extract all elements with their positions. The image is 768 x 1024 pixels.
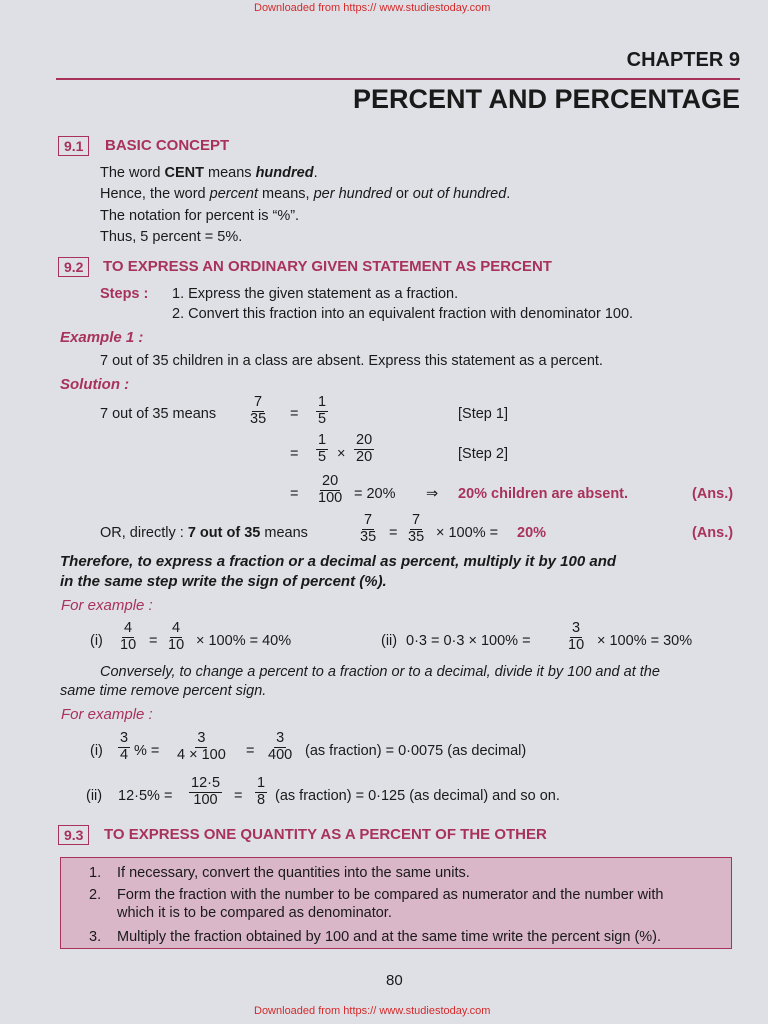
example-i-tail: × 100% = 40% bbox=[196, 633, 292, 649]
fraction-7-35-b: $\frac{7}{35}$ bbox=[360, 512, 377, 545]
example-i-label: (i) bbox=[90, 633, 103, 649]
fraction-3-10: $\frac{3}{10}$ bbox=[568, 620, 585, 653]
or-directly-line: OR, directly : 7 out of 35 means bbox=[100, 525, 308, 541]
fraction-1-5-b: $\frac{1}{5}$ bbox=[318, 432, 327, 465]
example-ii-tail: × 100% = 30% bbox=[597, 633, 693, 649]
solution-label: Solution : bbox=[60, 376, 130, 393]
example-label: Example 1 : bbox=[60, 329, 144, 346]
fraction-3-4: $\frac{3}{4}$ bbox=[120, 730, 129, 763]
for-example-label-2: For example : bbox=[61, 706, 153, 723]
ans-tag-1: (Ans.) bbox=[692, 486, 734, 502]
chapter-label: CHAPTER 9 bbox=[626, 49, 740, 71]
fraction-1-5: $\frac{1}{5}$ bbox=[318, 394, 327, 427]
for-example-label-1: For example : bbox=[61, 597, 153, 614]
section-number-9-1: 9.1 bbox=[58, 136, 89, 156]
section-number-9-3: 9.3 bbox=[58, 825, 89, 845]
or-directly-result: 20% bbox=[517, 525, 547, 541]
equals-5: = bbox=[149, 633, 158, 649]
solution-lead: 7 out of 35 means bbox=[100, 406, 217, 422]
section-title-ordinary-statement: TO EXPRESS AN ORDINARY GIVEN STATEMENT AS PERCENT bbox=[103, 258, 552, 275]
conversely-line-2: same time remove percent sign. bbox=[60, 683, 267, 699]
conversion-i-label: (i) bbox=[90, 743, 103, 759]
source-watermark-bottom: Downloaded from https:// www.studiestoday.com bbox=[254, 1005, 491, 1017]
result-statement: 20% children are absent. bbox=[458, 486, 629, 502]
source-watermark-top: Downloaded from https:// www.studiestoday.com bbox=[254, 2, 491, 14]
fraction-3-4x100: $\frac{3}{4 \times 100}$ bbox=[177, 730, 226, 763]
rule-statement-1: Therefore, to express a fraction or a decimal as percent, multiply it by 100 and bbox=[60, 553, 617, 570]
or-directly-tail: × 100% = bbox=[436, 525, 499, 541]
equals-4: = bbox=[389, 525, 398, 541]
equals-2: = bbox=[290, 446, 299, 462]
ans-tag-2: (Ans.) bbox=[692, 525, 734, 541]
rule-statement-2: in the same step write the sign of percent (%). bbox=[60, 573, 387, 590]
conversely-line-1: Conversely, to change a percent to a fraction or to a decimal, divide it by 100 and at the bbox=[100, 664, 660, 680]
fraction-1-8: $\frac{1}{8}$ bbox=[257, 775, 266, 808]
section-number-9-2: 9.2 bbox=[58, 257, 89, 277]
conversion-ii-tail: (as fraction) = 0·125 (as decimal) and so on. bbox=[275, 788, 560, 804]
fraction-7-35-c: $\frac{7}{35}$ bbox=[408, 512, 425, 545]
fraction-4-10: $\frac{4}{10}$ bbox=[120, 620, 137, 653]
fraction-20-20: $\frac{20}{20}$ bbox=[356, 432, 373, 465]
times-sign: × bbox=[337, 446, 346, 462]
box-item-1-text: If necessary, convert the quantities into the same units. bbox=[117, 865, 470, 881]
fraction-20-100: $\frac{20}{100}$ bbox=[318, 473, 343, 506]
example-ii-body: 0·3 = 0·3 × 100% = bbox=[406, 633, 531, 649]
fraction-12-5-100: $\frac{12\cdot 5}{100}$ bbox=[191, 775, 221, 808]
box-item-2-num: 2. bbox=[89, 887, 102, 903]
conversion-ii-body: 12·5% = bbox=[118, 788, 173, 804]
section-title-quantity-percent: TO EXPRESS ONE QUANTITY AS A PERCENT OF THE OTHER bbox=[104, 826, 547, 843]
steps-label: Steps : bbox=[100, 286, 149, 302]
example-text: 7 out of 35 children in a class are absent. Express this statement as a percent. bbox=[100, 353, 603, 369]
implies-sign: ⇒ bbox=[426, 486, 439, 502]
equals-7: = bbox=[234, 788, 243, 804]
box-item-2-text: Form the fraction with the number to be compared as numerator and the number with bbox=[117, 887, 664, 903]
fraction-7-35: $\frac{7}{35}$ bbox=[250, 394, 267, 427]
step-1: 1. Express the given statement as a fraction. bbox=[172, 286, 459, 302]
basic-line-4: Thus, 5 percent = 5%. bbox=[100, 229, 243, 245]
section-title-basic-concept: BASIC CONCEPT bbox=[105, 137, 230, 154]
conversion-i-pct: % = bbox=[134, 743, 160, 759]
box-item-3-num: 3. bbox=[89, 929, 102, 945]
basic-line-3: The notation for percent is “%”. bbox=[100, 208, 300, 224]
box-item-2-cont: which it is to be compared as denominator. bbox=[117, 905, 392, 921]
basic-line-2: Hence, the word percent means, per hundred or out of hundred. bbox=[100, 186, 511, 202]
box-item-1-num: 1. bbox=[89, 865, 102, 881]
equals-1: = bbox=[290, 406, 299, 422]
conversion-ii-label: (ii) bbox=[86, 788, 103, 804]
result-20-percent: = 20% bbox=[354, 486, 396, 502]
equals-6: = bbox=[246, 743, 255, 759]
fraction-3-400: $\frac{3}{400}$ bbox=[268, 730, 293, 763]
box-item-3-text: Multiply the fraction obtained by 100 and at the same time write the percent sign (%). bbox=[117, 929, 662, 945]
step-2-tag: [Step 2] bbox=[458, 446, 508, 462]
header-rule bbox=[56, 78, 740, 80]
step-1-tag: [Step 1] bbox=[458, 406, 508, 422]
page-number: 80 bbox=[386, 972, 403, 989]
example-ii-label: (ii) bbox=[381, 633, 398, 649]
conversion-i-tail: (as fraction) = 0·0075 (as decimal) bbox=[305, 743, 527, 759]
fraction-4-10-b: $\frac{4}{10}$ bbox=[168, 620, 185, 653]
step-2: 2. Convert this fraction into an equivalent fraction with denominator 100. bbox=[172, 306, 634, 322]
page-title: PERCENT AND PERCENTAGE bbox=[352, 84, 740, 114]
basic-line-1: The word CENT means hundred. bbox=[100, 165, 318, 181]
equals-3: = bbox=[290, 486, 299, 502]
